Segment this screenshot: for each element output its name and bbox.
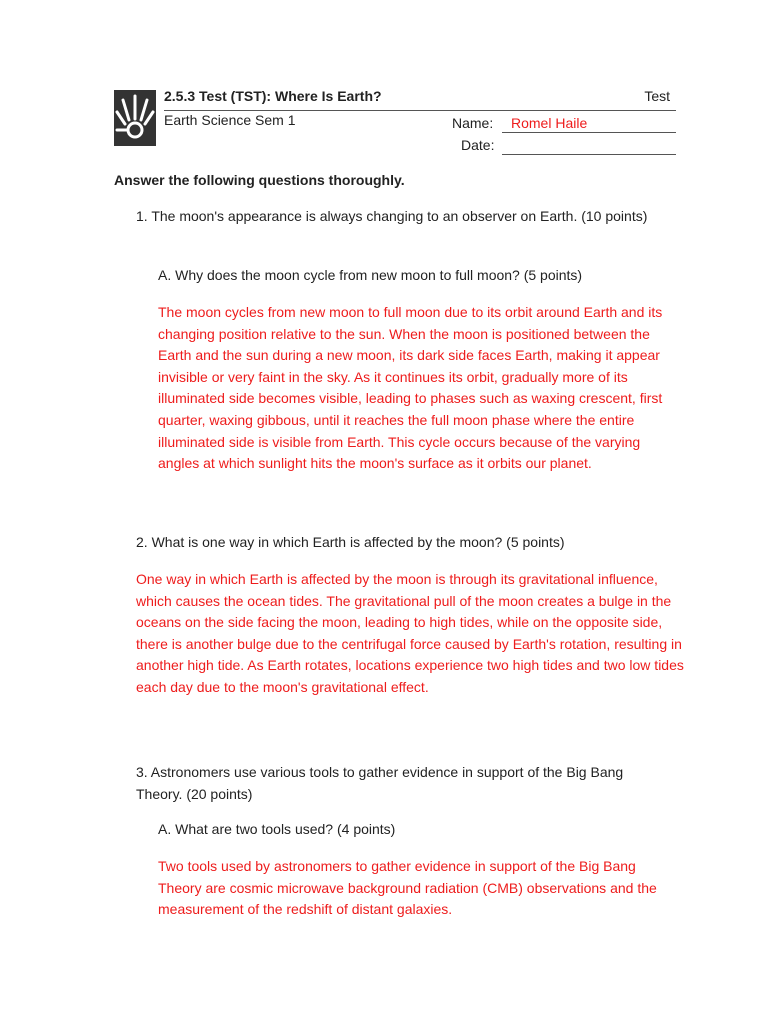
school-logo-icon (114, 90, 156, 146)
question-1a: A. Why does the moon cycle from new moon to full moon? (5 points) (158, 267, 583, 283)
answer-2[interactable]: One way in which Earth is affected by the moon is through its gravitational influence, which causes the ocean tides. The gravitational pull of the moon creates a bulge in the oceans on the side facing the moon, leading to high tides, while on the opposite side, there is another bulge due to the centrifugal force caused by Earth's rotation, resulting in another high tide. As Earth rotates, locations experience two high tides and two low tides each day due to the moon's gravitational effect. (136, 571, 684, 695)
question-3a: A. What are two tools used? (4 points) (158, 821, 396, 837)
name-underline (502, 132, 676, 133)
answer-1a[interactable]: The moon cycles from new moon to full moon due to its orbit around Earth and its changing position relative to the sun. When the moon is positioned between the Earth and the sun during a new moon, its dark side faces Earth, making it appear invisible or very faint in the sky. As it continues its orbit, gradually more of its illuminated side becomes visible, leading to phases such as waxing crescent, first quarter, waxing gibbous, until it reaches the full moon phase where the entire illuminated side is visible from Earth. This cycle occurs because of the varying angles at which sunlight hits the moon's surface as it orbits our planet. (158, 304, 663, 472)
question-2: 2. What is one way in which Earth is affected by the moon? (5 points) (136, 534, 565, 550)
instructions: Answer the following questions thoroughly. (114, 172, 405, 188)
date-underline[interactable] (502, 154, 676, 155)
answer-3a[interactable]: Two tools used by astronomers to gather evidence in support of the Big Bang Theory are cosmic microwave background radiation (CMB) observations and the measurement of the redshift of distant galaxies. (158, 858, 657, 918)
test-title: 2.5.3 Test (TST): Where Is Earth? (164, 88, 382, 104)
question-3: 3. Astronomers use various tools to gather evidence in support of the Big Bang Theory. (20 points) (136, 764, 624, 802)
document-header (114, 88, 678, 158)
course-name: Earth Science Sem 1 (164, 112, 296, 128)
document-type-label: Test (644, 88, 670, 104)
name-field[interactable]: Romel Haile (511, 115, 588, 131)
header-divider (164, 110, 676, 111)
name-label: Name: (452, 115, 494, 131)
question-1: 1. The moon's appearance is always changing to an observer on Earth. (10 points) (136, 208, 648, 224)
date-label: Date: (461, 137, 495, 153)
